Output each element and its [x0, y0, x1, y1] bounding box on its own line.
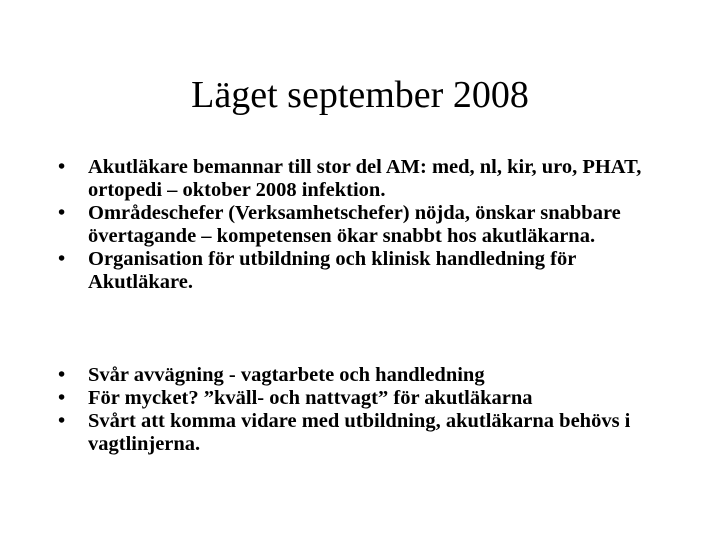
bullet-text: Akutläkare bemannar till stor del AM: med, nl, kir, uro, PHAT, ortopedi – oktober 2008 infektion.	[88, 156, 642, 201]
bullet-list-secondary	[58, 364, 678, 456]
bullet-list-primary	[58, 156, 678, 294]
bullet-icon: •	[58, 248, 66, 270]
bullet-item	[58, 202, 678, 248]
bullet-icon: •	[58, 202, 66, 224]
bullet-text: Organisation för utbildning och klinisk handledning för Akutläkare.	[88, 248, 576, 293]
bullet-icon: •	[58, 156, 66, 178]
bullet-item	[58, 387, 678, 410]
bullet-icon: •	[58, 364, 66, 386]
bullet-text: Områdeschefer (Verksamhetschefer) nöjda, önskar snabbare övertagande – kompetensen ökar snabbt hos akutläkarna.	[88, 202, 621, 247]
bullet-item	[58, 156, 678, 202]
bullet-text: Svår avvägning - vagtarbete och handledning	[88, 364, 485, 386]
bullet-text: För mycket? ”kväll- och nattvagt” för akutläkarna	[88, 387, 533, 409]
bullet-text: Svårt att komma vidare med utbildning, akutläkarna behövs i vagtlinjerna.	[88, 410, 631, 455]
bullet-item	[58, 364, 678, 387]
bullet-icon: •	[58, 410, 66, 432]
slide-title: Läget september 2008	[191, 74, 529, 116]
bullet-icon: •	[58, 387, 66, 409]
bullet-item	[58, 410, 678, 456]
bullet-item	[58, 248, 678, 294]
